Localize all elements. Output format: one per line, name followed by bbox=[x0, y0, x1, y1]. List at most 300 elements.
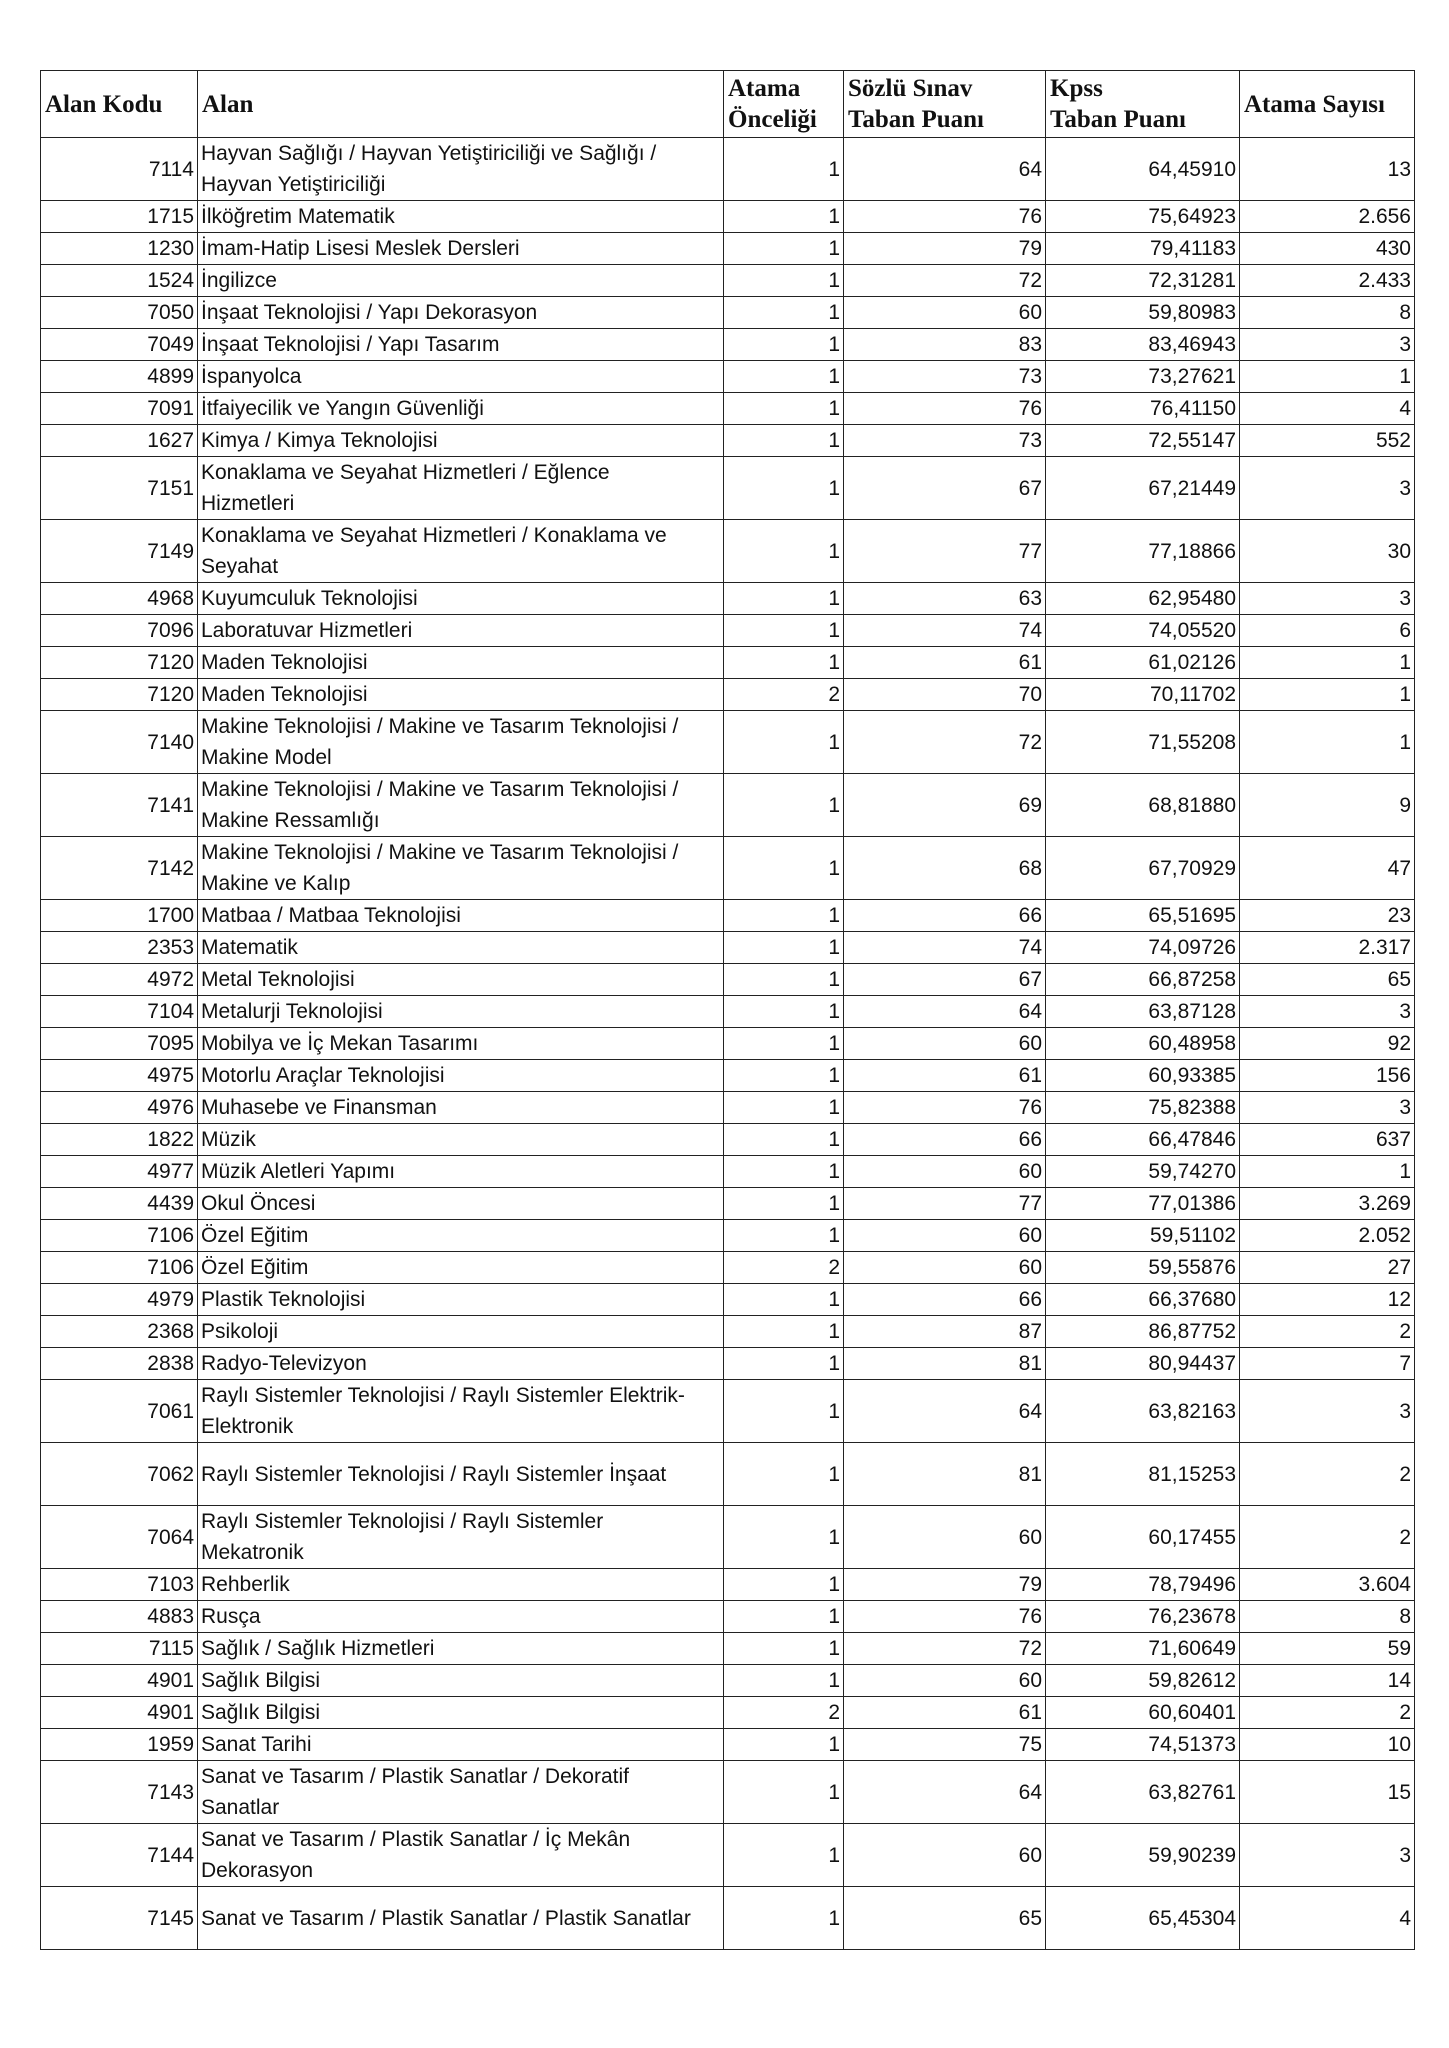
cell-sozlu-taban-puani: 72 bbox=[844, 1633, 1046, 1665]
cell-alan-line: İnşaat Teknolojisi / Yapı Dekorasyon bbox=[201, 301, 538, 324]
cell-alan bbox=[198, 1506, 724, 1569]
table-row bbox=[41, 138, 1415, 201]
cell-alan-line: Sağlık Bilgisi bbox=[201, 1669, 321, 1692]
cell-kpss-taban-puani: 74,05520 bbox=[1046, 615, 1240, 647]
cell-alan-kodu: 4901 bbox=[41, 1665, 198, 1697]
cell-atama-sayisi: 8 bbox=[1240, 1601, 1415, 1633]
cell-atama-sayisi: 8 bbox=[1240, 297, 1415, 329]
cell-alan-kodu: 4975 bbox=[41, 1060, 198, 1092]
cell-atama-sayisi: 27 bbox=[1240, 1252, 1415, 1284]
cell-alan-kodu: 4901 bbox=[41, 1697, 198, 1729]
cell-atama-sayisi: 13 bbox=[1240, 138, 1415, 201]
cell-alan-line: Müzik bbox=[201, 1128, 256, 1151]
cell-alan-kodu: 1627 bbox=[41, 425, 198, 457]
cell-atama-onceligi: 1 bbox=[724, 138, 844, 201]
cell-atama-onceligi: 1 bbox=[724, 265, 844, 297]
cell-alan bbox=[198, 1220, 724, 1252]
table-row bbox=[41, 1380, 1415, 1443]
cell-sozlu-taban-puani: 72 bbox=[844, 711, 1046, 774]
cell-kpss-taban-puani: 78,79496 bbox=[1046, 1569, 1240, 1601]
cell-atama-onceligi: 1 bbox=[724, 615, 844, 647]
cell-atama-onceligi: 1 bbox=[724, 1729, 844, 1761]
cell-alan-kodu: 4976 bbox=[41, 1092, 198, 1124]
cell-kpss-taban-puani: 75,82388 bbox=[1046, 1092, 1240, 1124]
cell-atama-onceligi: 1 bbox=[724, 1284, 844, 1316]
cell-atama-sayisi: 156 bbox=[1240, 1060, 1415, 1092]
cell-kpss-taban-puani: 59,90239 bbox=[1046, 1824, 1240, 1887]
cell-sozlu-taban-puani: 60 bbox=[844, 1506, 1046, 1569]
table-row bbox=[41, 1665, 1415, 1697]
table-row bbox=[41, 520, 1415, 583]
cell-kpss-taban-puani: 63,82761 bbox=[1046, 1761, 1240, 1824]
cell-alan bbox=[198, 1665, 724, 1697]
header-atama-onceligi-line-1: Atama bbox=[728, 75, 801, 102]
table-row bbox=[41, 1729, 1415, 1761]
cell-atama-sayisi: 47 bbox=[1240, 837, 1415, 900]
cell-alan bbox=[198, 201, 724, 233]
cell-sozlu-taban-puani: 60 bbox=[844, 1156, 1046, 1188]
header-row bbox=[41, 71, 1415, 138]
cell-sozlu-taban-puani: 68 bbox=[844, 837, 1046, 900]
cell-alan bbox=[198, 1697, 724, 1729]
cell-sozlu-taban-puani: 66 bbox=[844, 1124, 1046, 1156]
cell-alan-kodu: 7151 bbox=[41, 457, 198, 520]
cell-sozlu-taban-puani: 67 bbox=[844, 457, 1046, 520]
cell-alan bbox=[198, 1028, 724, 1060]
cell-atama-onceligi: 2 bbox=[724, 1697, 844, 1729]
cell-alan-line: Makine Teknolojisi / Makine ve Tasarım Teknolojisi / bbox=[201, 841, 679, 864]
table-row bbox=[41, 1887, 1415, 1950]
cell-alan bbox=[198, 138, 724, 201]
cell-alan-kodu: 7061 bbox=[41, 1380, 198, 1443]
cell-alan-kodu: 1230 bbox=[41, 233, 198, 265]
cell-alan-line: Raylı Sistemler Teknolojisi / Raylı Sistemler bbox=[201, 1510, 604, 1533]
cell-alan bbox=[198, 1633, 724, 1665]
cell-atama-sayisi: 15 bbox=[1240, 1761, 1415, 1824]
table-row bbox=[41, 837, 1415, 900]
cell-sozlu-taban-puani: 65 bbox=[844, 1887, 1046, 1950]
cell-alan-line: Rusça bbox=[201, 1605, 261, 1628]
cell-atama-onceligi: 1 bbox=[724, 711, 844, 774]
cell-alan bbox=[198, 1569, 724, 1601]
cell-kpss-taban-puani: 66,47846 bbox=[1046, 1124, 1240, 1156]
cell-atama-sayisi: 3 bbox=[1240, 583, 1415, 615]
cell-sozlu-taban-puani: 73 bbox=[844, 425, 1046, 457]
cell-alan-line: Seyahat bbox=[201, 555, 279, 578]
cell-atama-sayisi: 7 bbox=[1240, 1348, 1415, 1380]
cell-alan-kodu: 1700 bbox=[41, 900, 198, 932]
cell-atama-onceligi: 1 bbox=[724, 1092, 844, 1124]
cell-alan-kodu: 7091 bbox=[41, 393, 198, 425]
cell-kpss-taban-puani: 81,15253 bbox=[1046, 1443, 1240, 1506]
cell-atama-onceligi: 1 bbox=[724, 1156, 844, 1188]
cell-alan-kodu: 4979 bbox=[41, 1284, 198, 1316]
cell-alan-line: Matematik bbox=[201, 936, 298, 959]
cell-kpss-taban-puani: 67,70929 bbox=[1046, 837, 1240, 900]
cell-atama-sayisi: 2 bbox=[1240, 1316, 1415, 1348]
cell-atama-sayisi: 4 bbox=[1240, 1887, 1415, 1950]
table-row bbox=[41, 711, 1415, 774]
cell-atama-sayisi: 3 bbox=[1240, 996, 1415, 1028]
cell-kpss-taban-puani: 63,82163 bbox=[1046, 1380, 1240, 1443]
cell-atama-onceligi: 1 bbox=[724, 932, 844, 964]
cell-atama-onceligi: 1 bbox=[724, 1601, 844, 1633]
assignment-table bbox=[40, 70, 1415, 1950]
table-row bbox=[41, 1506, 1415, 1569]
cell-alan-line: Muhasebe ve Finansman bbox=[201, 1096, 437, 1119]
cell-atama-sayisi: 430 bbox=[1240, 233, 1415, 265]
cell-kpss-taban-puani: 61,02126 bbox=[1046, 647, 1240, 679]
cell-alan-kodu: 7096 bbox=[41, 615, 198, 647]
cell-kpss-taban-puani: 60,93385 bbox=[1046, 1060, 1240, 1092]
cell-alan-line: İtfaiyecilik ve Yangın Güvenliği bbox=[201, 397, 484, 420]
cell-alan bbox=[198, 647, 724, 679]
table-row bbox=[41, 1348, 1415, 1380]
cell-alan bbox=[198, 265, 724, 297]
header-sozlu-taban-puani bbox=[844, 71, 1046, 138]
cell-alan bbox=[198, 1060, 724, 1092]
cell-alan-line: Konaklama ve Seyahat Hizmetleri / Konaklama ve bbox=[201, 524, 667, 547]
cell-alan-line: Sanatlar bbox=[201, 1796, 280, 1819]
cell-atama-onceligi: 1 bbox=[724, 1028, 844, 1060]
cell-kpss-taban-puani: 74,09726 bbox=[1046, 932, 1240, 964]
cell-atama-sayisi: 1 bbox=[1240, 1156, 1415, 1188]
cell-sozlu-taban-puani: 64 bbox=[844, 1761, 1046, 1824]
table-row bbox=[41, 1824, 1415, 1887]
cell-alan-line: İngilizce bbox=[201, 269, 277, 292]
table-row bbox=[41, 1156, 1415, 1188]
cell-alan bbox=[198, 1124, 724, 1156]
cell-alan bbox=[198, 1188, 724, 1220]
cell-atama-onceligi: 1 bbox=[724, 1443, 844, 1506]
cell-kpss-taban-puani: 60,48958 bbox=[1046, 1028, 1240, 1060]
table-row bbox=[41, 647, 1415, 679]
cell-alan-kodu: 7120 bbox=[41, 647, 198, 679]
cell-sozlu-taban-puani: 60 bbox=[844, 1665, 1046, 1697]
cell-alan bbox=[198, 329, 724, 361]
cell-atama-sayisi: 2.433 bbox=[1240, 265, 1415, 297]
cell-atama-sayisi: 637 bbox=[1240, 1124, 1415, 1156]
table-row bbox=[41, 774, 1415, 837]
cell-atama-onceligi: 1 bbox=[724, 425, 844, 457]
cell-alan bbox=[198, 1601, 724, 1633]
cell-kpss-taban-puani: 76,41150 bbox=[1046, 393, 1240, 425]
cell-alan-kodu: 7149 bbox=[41, 520, 198, 583]
table-row bbox=[41, 265, 1415, 297]
cell-alan-line: Plastik Teknolojisi bbox=[201, 1288, 366, 1311]
cell-sozlu-taban-puani: 60 bbox=[844, 1028, 1046, 1060]
cell-atama-sayisi: 3 bbox=[1240, 1380, 1415, 1443]
cell-sozlu-taban-puani: 60 bbox=[844, 297, 1046, 329]
cell-kpss-taban-puani: 59,55876 bbox=[1046, 1252, 1240, 1284]
cell-sozlu-taban-puani: 74 bbox=[844, 932, 1046, 964]
cell-atama-onceligi: 1 bbox=[724, 520, 844, 583]
cell-kpss-taban-puani: 59,74270 bbox=[1046, 1156, 1240, 1188]
cell-atama-sayisi: 6 bbox=[1240, 615, 1415, 647]
cell-alan-kodu: 7050 bbox=[41, 297, 198, 329]
cell-atama-onceligi: 1 bbox=[724, 647, 844, 679]
cell-atama-onceligi: 1 bbox=[724, 774, 844, 837]
cell-sozlu-taban-puani: 66 bbox=[844, 1284, 1046, 1316]
cell-alan-line: Matbaa / Matbaa Teknolojisi bbox=[201, 904, 461, 927]
cell-alan-kodu: 7115 bbox=[41, 1633, 198, 1665]
cell-kpss-taban-puani: 77,18866 bbox=[1046, 520, 1240, 583]
cell-sozlu-taban-puani: 61 bbox=[844, 1060, 1046, 1092]
cell-kpss-taban-puani: 73,27621 bbox=[1046, 361, 1240, 393]
cell-alan-kodu: 4972 bbox=[41, 964, 198, 996]
cell-sozlu-taban-puani: 83 bbox=[844, 329, 1046, 361]
cell-alan-line: Özel Eğitim bbox=[201, 1224, 309, 1247]
cell-alan bbox=[198, 1252, 724, 1284]
cell-sozlu-taban-puani: 64 bbox=[844, 138, 1046, 201]
cell-alan-line: Metalurji Teknolojisi bbox=[201, 1000, 383, 1023]
cell-atama-sayisi: 1 bbox=[1240, 679, 1415, 711]
cell-sozlu-taban-puani: 67 bbox=[844, 964, 1046, 996]
cell-sozlu-taban-puani: 60 bbox=[844, 1252, 1046, 1284]
table-row bbox=[41, 1316, 1415, 1348]
table-row bbox=[41, 679, 1415, 711]
cell-alan-line: Sanat ve Tasarım / Plastik Sanatlar / Plastik Sanatlar bbox=[201, 1906, 691, 1930]
table-row bbox=[41, 964, 1415, 996]
cell-kpss-taban-puani: 62,95480 bbox=[1046, 583, 1240, 615]
cell-alan-line: Elektronik bbox=[201, 1415, 294, 1438]
cell-sozlu-taban-puani: 79 bbox=[844, 1569, 1046, 1601]
cell-atama-onceligi: 1 bbox=[724, 900, 844, 932]
cell-alan-line: Maden Teknolojisi bbox=[201, 683, 368, 706]
cell-atama-sayisi: 92 bbox=[1240, 1028, 1415, 1060]
cell-alan-line: İnşaat Teknolojisi / Yapı Tasarım bbox=[201, 333, 500, 356]
header-kpss-taban-puani bbox=[1046, 71, 1240, 138]
cell-atama-sayisi: 10 bbox=[1240, 1729, 1415, 1761]
cell-atama-onceligi: 1 bbox=[724, 1220, 844, 1252]
cell-atama-onceligi: 1 bbox=[724, 457, 844, 520]
cell-alan bbox=[198, 520, 724, 583]
cell-atama-onceligi: 1 bbox=[724, 1316, 844, 1348]
cell-alan-line: Laboratuvar Hizmetleri bbox=[201, 619, 413, 642]
cell-kpss-taban-puani: 63,87128 bbox=[1046, 996, 1240, 1028]
cell-alan-kodu: 7140 bbox=[41, 711, 198, 774]
header-sozlu-line-2: Taban Puanı bbox=[848, 106, 984, 133]
table-row bbox=[41, 457, 1415, 520]
cell-atama-sayisi: 2 bbox=[1240, 1506, 1415, 1569]
table-row bbox=[41, 393, 1415, 425]
cell-alan-kodu: 7144 bbox=[41, 1824, 198, 1887]
cell-atama-sayisi: 23 bbox=[1240, 900, 1415, 932]
cell-atama-onceligi: 1 bbox=[724, 1124, 844, 1156]
cell-alan bbox=[198, 361, 724, 393]
cell-kpss-taban-puani: 59,82612 bbox=[1046, 1665, 1240, 1697]
cell-kpss-taban-puani: 74,51373 bbox=[1046, 1729, 1240, 1761]
table-row bbox=[41, 1188, 1415, 1220]
cell-atama-onceligi: 1 bbox=[724, 201, 844, 233]
table-row bbox=[41, 201, 1415, 233]
cell-alan-kodu: 7106 bbox=[41, 1252, 198, 1284]
table-row bbox=[41, 615, 1415, 647]
cell-alan bbox=[198, 1887, 724, 1950]
table-row bbox=[41, 583, 1415, 615]
cell-sozlu-taban-puani: 81 bbox=[844, 1443, 1046, 1506]
cell-sozlu-taban-puani: 76 bbox=[844, 1092, 1046, 1124]
cell-alan bbox=[198, 425, 724, 457]
cell-alan-kodu: 1822 bbox=[41, 1124, 198, 1156]
cell-alan-kodu: 2368 bbox=[41, 1316, 198, 1348]
cell-atama-onceligi: 1 bbox=[724, 1380, 844, 1443]
table-row bbox=[41, 233, 1415, 265]
table-row bbox=[41, 932, 1415, 964]
cell-atama-sayisi: 2 bbox=[1240, 1697, 1415, 1729]
cell-sozlu-taban-puani: 76 bbox=[844, 1601, 1046, 1633]
cell-atama-onceligi: 1 bbox=[724, 583, 844, 615]
cell-alan bbox=[198, 1443, 724, 1506]
cell-atama-onceligi: 1 bbox=[724, 1887, 844, 1950]
table-row bbox=[41, 1028, 1415, 1060]
cell-alan-line: Psikoloji bbox=[201, 1320, 279, 1343]
cell-alan bbox=[198, 457, 724, 520]
table-row bbox=[41, 1252, 1415, 1284]
cell-atama-sayisi: 12 bbox=[1240, 1284, 1415, 1316]
cell-atama-onceligi: 1 bbox=[724, 1761, 844, 1824]
cell-alan bbox=[198, 900, 724, 932]
cell-alan-line: Okul Öncesi bbox=[201, 1192, 316, 1215]
cell-alan-line: Sağlık Bilgisi bbox=[201, 1701, 321, 1724]
cell-alan-line: Sanat Tarihi bbox=[201, 1733, 312, 1756]
cell-alan-line: Motorlu Araçlar Teknolojisi bbox=[201, 1064, 445, 1087]
cell-alan-line: Kuyumculuk Teknolojisi bbox=[201, 587, 418, 610]
table-row bbox=[41, 425, 1415, 457]
cell-alan-kodu: 4883 bbox=[41, 1601, 198, 1633]
cell-atama-sayisi: 4 bbox=[1240, 393, 1415, 425]
cell-kpss-taban-puani: 60,17455 bbox=[1046, 1506, 1240, 1569]
table-row bbox=[41, 1220, 1415, 1252]
cell-atama-onceligi: 1 bbox=[724, 837, 844, 900]
cell-kpss-taban-puani: 66,87258 bbox=[1046, 964, 1240, 996]
cell-alan bbox=[198, 1348, 724, 1380]
cell-alan-line: İmam-Hatip Lisesi Meslek Dersleri bbox=[201, 237, 520, 260]
cell-sozlu-taban-puani: 81 bbox=[844, 1348, 1046, 1380]
cell-alan bbox=[198, 711, 724, 774]
cell-alan-line: Makine Model bbox=[201, 746, 332, 769]
cell-alan-line: Hayvan Yetiştiriciliği bbox=[201, 173, 386, 196]
cell-alan-line: Rehberlik bbox=[201, 1573, 290, 1596]
cell-sozlu-taban-puani: 66 bbox=[844, 900, 1046, 932]
cell-atama-sayisi: 3 bbox=[1240, 1824, 1415, 1887]
cell-kpss-taban-puani: 68,81880 bbox=[1046, 774, 1240, 837]
cell-kpss-taban-puani: 64,45910 bbox=[1046, 138, 1240, 201]
cell-atama-sayisi: 2.317 bbox=[1240, 932, 1415, 964]
cell-alan bbox=[198, 932, 724, 964]
cell-kpss-taban-puani: 72,31281 bbox=[1046, 265, 1240, 297]
cell-alan bbox=[198, 1380, 724, 1443]
cell-kpss-taban-puani: 70,11702 bbox=[1046, 679, 1240, 711]
cell-atama-onceligi: 1 bbox=[724, 393, 844, 425]
cell-alan-kodu: 7064 bbox=[41, 1506, 198, 1569]
cell-alan-kodu: 7104 bbox=[41, 996, 198, 1028]
cell-alan-line: Mekatronik bbox=[201, 1541, 304, 1564]
cell-alan bbox=[198, 393, 724, 425]
cell-alan bbox=[198, 1156, 724, 1188]
cell-atama-sayisi: 3.269 bbox=[1240, 1188, 1415, 1220]
cell-alan-kodu: 7106 bbox=[41, 1220, 198, 1252]
cell-alan-line: Özel Eğitim bbox=[201, 1256, 309, 1279]
cell-atama-onceligi: 1 bbox=[724, 1569, 844, 1601]
cell-alan-kodu: 4439 bbox=[41, 1188, 198, 1220]
cell-atama-onceligi: 1 bbox=[724, 361, 844, 393]
header-kpss-line-1: Kpss bbox=[1050, 75, 1103, 102]
cell-alan bbox=[198, 583, 724, 615]
cell-atama-sayisi: 2 bbox=[1240, 1443, 1415, 1506]
cell-atama-sayisi: 2.656 bbox=[1240, 201, 1415, 233]
cell-atama-sayisi: 59 bbox=[1240, 1633, 1415, 1665]
cell-atama-onceligi: 2 bbox=[724, 679, 844, 711]
cell-alan-line: Sağlık / Sağlık Hizmetleri bbox=[201, 1637, 435, 1660]
cell-alan-kodu: 1959 bbox=[41, 1729, 198, 1761]
cell-kpss-taban-puani: 65,51695 bbox=[1046, 900, 1240, 932]
cell-alan-line: Radyo-Televizyon bbox=[201, 1352, 367, 1375]
cell-alan bbox=[198, 615, 724, 647]
cell-kpss-taban-puani: 83,46943 bbox=[1046, 329, 1240, 361]
cell-kpss-taban-puani: 79,41183 bbox=[1046, 233, 1240, 265]
header-atama-onceligi bbox=[724, 71, 844, 138]
cell-alan bbox=[198, 297, 724, 329]
cell-alan-kodu: 2838 bbox=[41, 1348, 198, 1380]
table-row bbox=[41, 329, 1415, 361]
cell-atama-sayisi: 2.052 bbox=[1240, 1220, 1415, 1252]
cell-kpss-taban-puani: 80,94437 bbox=[1046, 1348, 1240, 1380]
cell-atama-sayisi: 3 bbox=[1240, 1092, 1415, 1124]
table-row bbox=[41, 996, 1415, 1028]
cell-kpss-taban-puani: 65,45304 bbox=[1046, 1887, 1240, 1950]
cell-alan-kodu: 4899 bbox=[41, 361, 198, 393]
cell-atama-sayisi: 1 bbox=[1240, 361, 1415, 393]
cell-sozlu-taban-puani: 70 bbox=[844, 679, 1046, 711]
cell-alan bbox=[198, 996, 724, 1028]
cell-alan-kodu: 7114 bbox=[41, 138, 198, 201]
cell-sozlu-taban-puani: 73 bbox=[844, 361, 1046, 393]
cell-atama-sayisi: 1 bbox=[1240, 647, 1415, 679]
header-kpss-line-2: Taban Puanı bbox=[1050, 106, 1186, 133]
cell-alan-line: Raylı Sistemler Teknolojisi / Raylı Sistemler Elektrik- bbox=[201, 1384, 685, 1407]
cell-alan-kodu: 7049 bbox=[41, 329, 198, 361]
cell-sozlu-taban-puani: 74 bbox=[844, 615, 1046, 647]
cell-alan bbox=[198, 837, 724, 900]
cell-alan-kodu: 1715 bbox=[41, 201, 198, 233]
cell-sozlu-taban-puani: 76 bbox=[844, 393, 1046, 425]
cell-sozlu-taban-puani: 72 bbox=[844, 265, 1046, 297]
cell-atama-sayisi: 552 bbox=[1240, 425, 1415, 457]
cell-alan-line: Makine Ressamlığı bbox=[201, 809, 380, 832]
cell-alan-kodu: 7143 bbox=[41, 1761, 198, 1824]
cell-alan-kodu: 7141 bbox=[41, 774, 198, 837]
table-row bbox=[41, 1601, 1415, 1633]
cell-atama-sayisi: 1 bbox=[1240, 711, 1415, 774]
cell-kpss-taban-puani: 60,60401 bbox=[1046, 1697, 1240, 1729]
cell-alan bbox=[198, 964, 724, 996]
cell-alan-line: Hizmetleri bbox=[201, 492, 295, 515]
cell-alan-line: Maden Teknolojisi bbox=[201, 651, 368, 674]
cell-atama-sayisi: 3.604 bbox=[1240, 1569, 1415, 1601]
table-row bbox=[41, 361, 1415, 393]
table-row bbox=[41, 900, 1415, 932]
cell-atama-onceligi: 1 bbox=[724, 233, 844, 265]
cell-kpss-taban-puani: 76,23678 bbox=[1046, 1601, 1240, 1633]
cell-kpss-taban-puani: 71,60649 bbox=[1046, 1633, 1240, 1665]
cell-atama-sayisi: 3 bbox=[1240, 457, 1415, 520]
cell-sozlu-taban-puani: 60 bbox=[844, 1824, 1046, 1887]
cell-sozlu-taban-puani: 60 bbox=[844, 1220, 1046, 1252]
cell-alan bbox=[198, 1729, 724, 1761]
cell-sozlu-taban-puani: 77 bbox=[844, 520, 1046, 583]
cell-alan-line: Müzik Aletleri Yapımı bbox=[201, 1160, 396, 1183]
